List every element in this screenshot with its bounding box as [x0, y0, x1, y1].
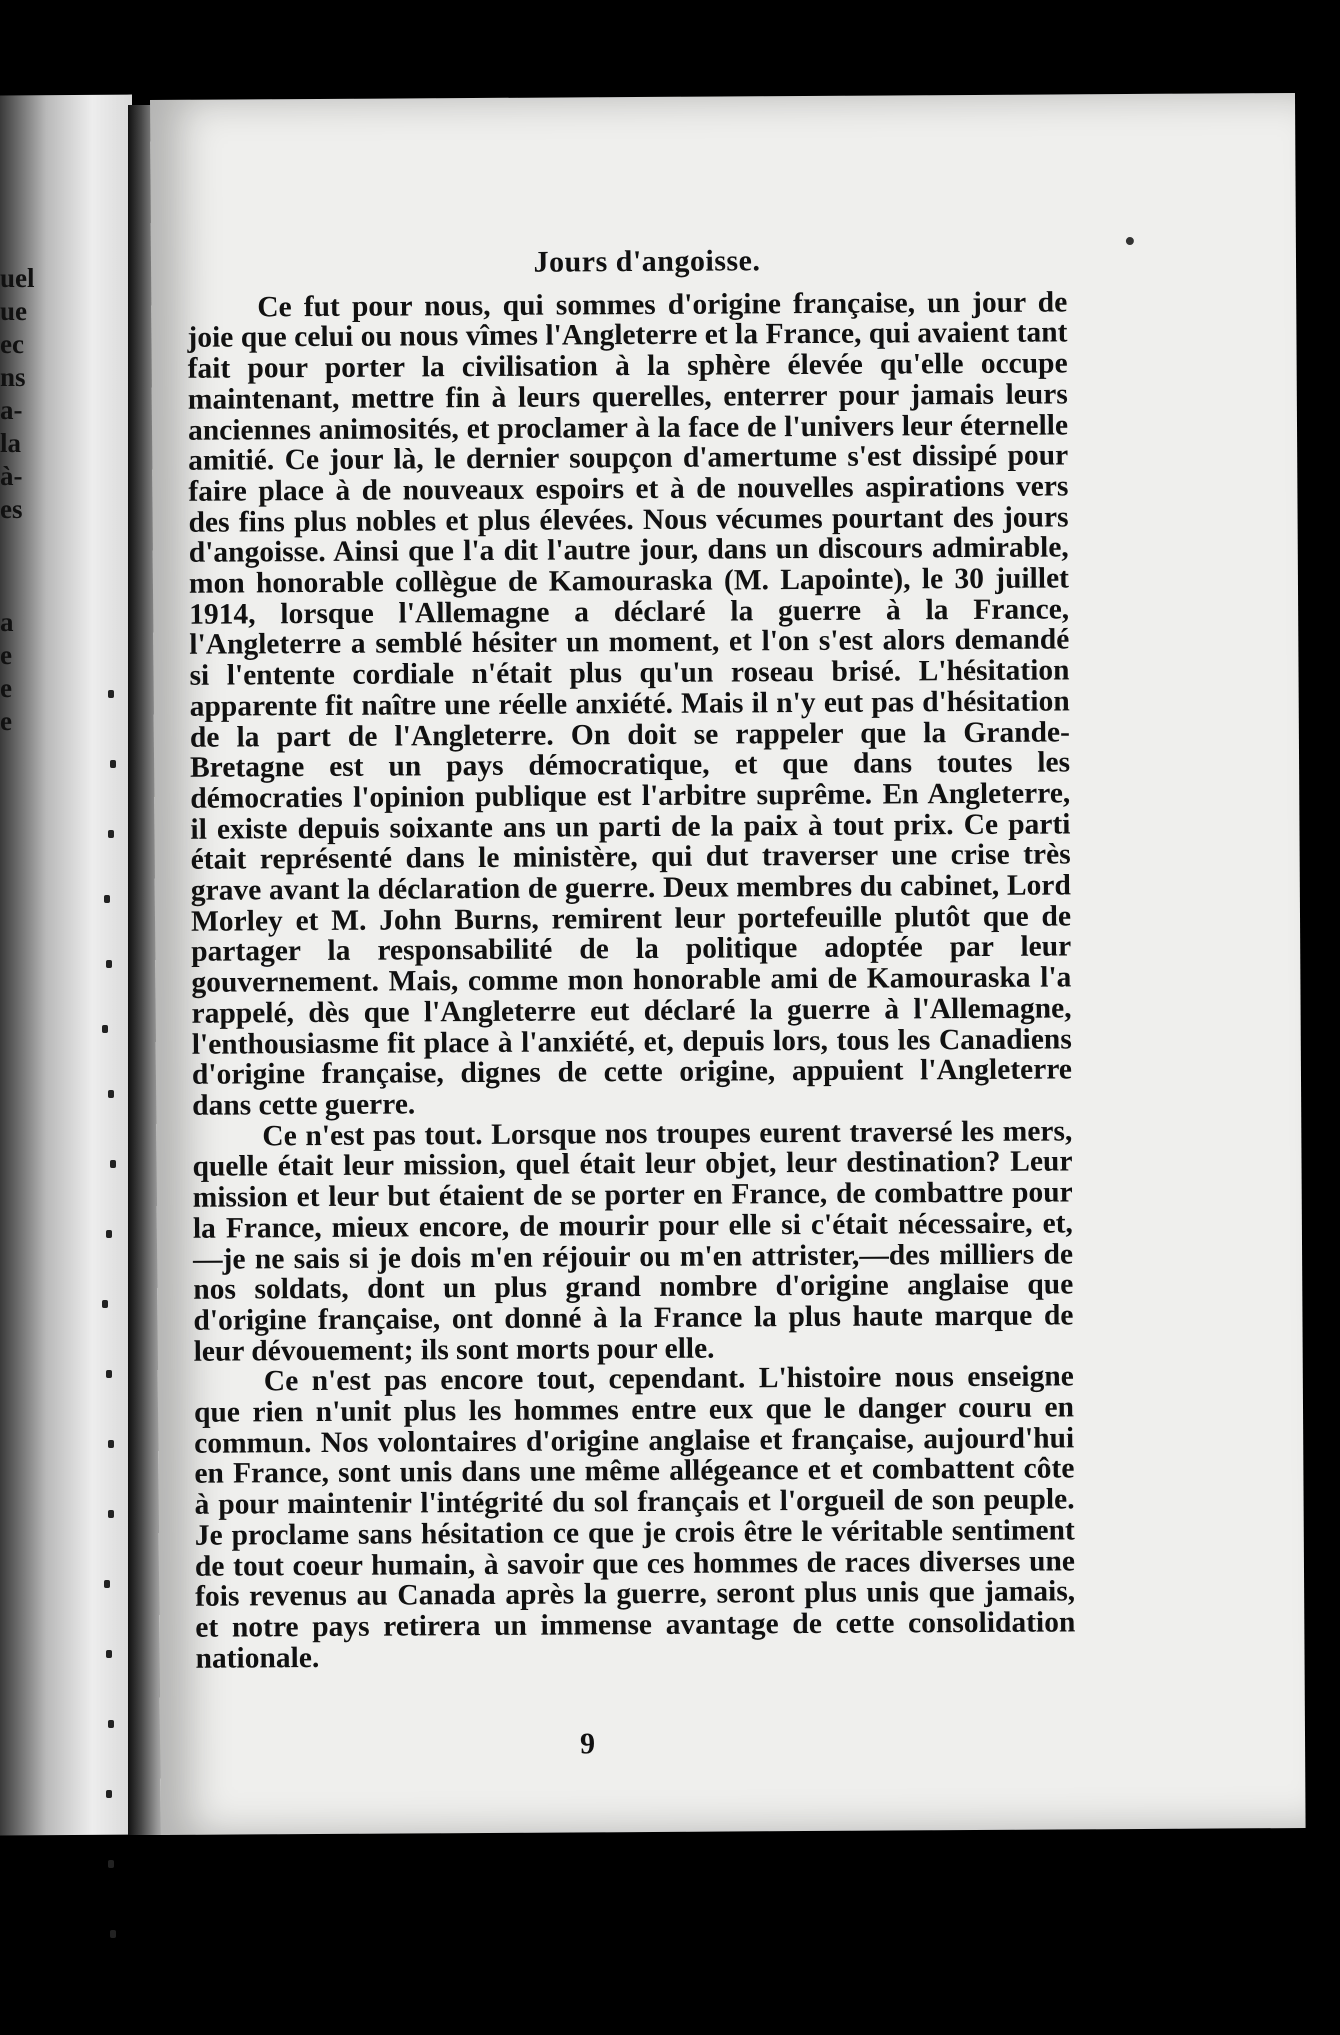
- previous-page-fragments: [0, 262, 35, 738]
- ink-speck: [1126, 237, 1134, 245]
- fragment: ue: [0, 296, 27, 326]
- fragment: à-: [0, 461, 23, 491]
- fragment: e: [0, 673, 12, 703]
- paragraph: Ce n'est pas encore tout, cependant. L'histoire nous enseigne que rien n'unit plus les hommes entre eux que le danger couru en commun. Nos volontaires d'origine anglaise et française, aujourd'hui en France, sont unis dans une même allégeance et et combattent côte à pour maintenir l'intégrité du sol français et l'orgueil de son peuple. Je proclame sans hésitation ce que je crois être le véritable sentiment de tout coeur humain, à savoir que ces hommes de races diverses une fois revenus au Canada après la guerre, seront plus unis que jamais, et notre pays retirera un immense avantage de cette consolidation nationale.: [193, 1360, 1076, 1675]
- fragment: a-: [0, 395, 23, 425]
- margin-marks: [100, 690, 130, 1990]
- fragment: ec: [0, 329, 24, 359]
- fragment: la: [0, 428, 22, 458]
- paragraph: Ce n'est pas tout. Lorsque nos troupes eurent traversé les mers, quelle était leur mission, quel était leur objet, leur destination? Leur mission et leur but étaient de se porter en France, de combattre pour la France, mieux encore, de mourir pour elle si c'était nécessaire, et,—je ne sais si je dois m'en réjouir ou m'en attrister,—des milliers de nos soldats, dont un plus grand nombre d'origine anglaise que d'origine française, ont donné à la France la plus haute marque de leur dévouement; ils sont morts pour elle.: [192, 1115, 1074, 1368]
- fragment: ns: [0, 362, 26, 392]
- fragment: e: [0, 640, 12, 670]
- section-heading: Jours d'angoisse.: [533, 244, 761, 279]
- fragment: es: [0, 494, 23, 524]
- page-number: 9: [579, 1727, 596, 1761]
- fragment: a: [0, 607, 14, 637]
- fragment: uel: [0, 263, 35, 293]
- page-body: [187, 244, 1076, 1674]
- page: [150, 93, 1306, 1835]
- paragraph: Ce fut pour nous, qui sommes d'origine française, un jour de joie que celui ou nous vîmes l'Angleterre et la France, qui avaient tant fait pour porter la civilisation à la sphère élevée qu'elle occupe maintenant, mettre fin à leurs querelles, enterrer pour jamais leurs anciennes animosités, et proclamer à la face de l'univers leur éternelle amitié. Ce jour là, le dernier soupçon d'amertume s'est dissipé pour faire place à de nouveaux espoirs et à de nouvelles aspirations vers des fins plus nobles et plus élevées. Nous vécumes pourtant des jours d'angoisse. Ainsi que l'a dit l'autre jour, dans un discours admirable, mon honorable collègue de Kamouraska (M. Lapointe), le 30 juillet 1914, lorsque l'Allemagne a déclaré la guerre à la France, l'Angleterre a semblé hésiter un moment, et l'on s'est alors demandé si l'entente cordiale n'était plus qu'un roseau brisé. L'hésitation apparente fit naître une réelle anxiété. Mais il n'y eut pas d'hésitation de la part de l'Angleterre. On doit se rappeler que la Grande-Bretagne est un pays démocratique, et que dans toutes les démocraties l'opinion publique est l'arbitre suprême. En Angleterre, il existe depuis soixante ans un parti de la paix à tout prix. Ce parti était représenté dans le ministère, qui dut traverser une crise très grave avant la déclaration de guerre. Deux membres du cabinet, Lord Morley et M. John Burns, remirent leur portefeuille plutôt que de partager la responsabilité de la politique adoptée par leur gouvernement. Mais, comme mon honorable ami de Kamouraska l'a rappelé, dès que l'Angleterre eut déclaré la guerre à l'Allemagne, l'enthousiasme fit place à l'anxiété, et, depuis lors, tous les Canadiens d'origine française, dignes de cette origine, appuient l'Angleterre dans cette guerre.: [187, 286, 1073, 1122]
- fragment: e: [0, 706, 12, 736]
